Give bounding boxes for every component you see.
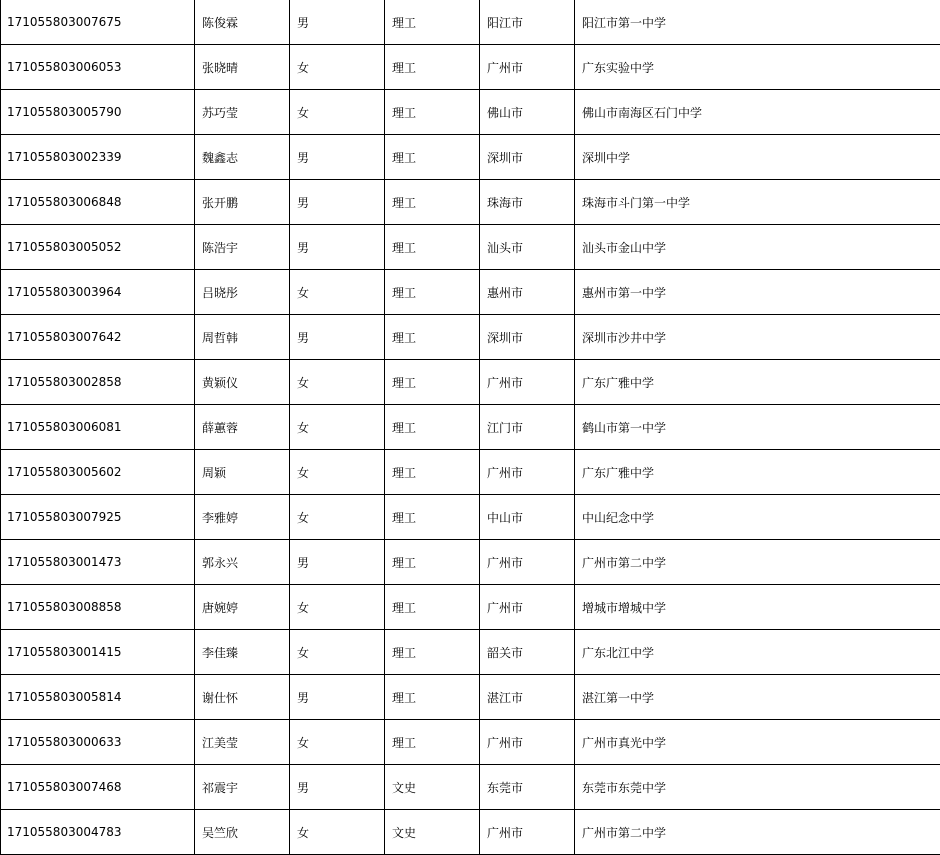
subject-track-cell: 理工: [385, 45, 480, 90]
school-cell: 广东广雅中学: [575, 450, 940, 495]
school-cell: 阳江市第一中学: [575, 0, 940, 45]
exam-number-cell: 171055803001415: [1, 630, 195, 675]
exam-number-cell: 171055803002858: [1, 360, 195, 405]
exam-number-cell: 171055803007675: [1, 0, 195, 45]
exam-number-cell: 171055803008858: [1, 585, 195, 630]
gender-cell: 男: [290, 180, 385, 225]
school-cell: 广州市真光中学: [575, 720, 940, 765]
table-row: [1, 225, 940, 270]
name-cell: 陈俊霖: [195, 0, 290, 45]
subject-track-cell: 理工: [385, 585, 480, 630]
table-row: [1, 675, 940, 720]
exam-number-cell: 171055803003964: [1, 270, 195, 315]
city-cell: 广州市: [480, 450, 575, 495]
table-row: [1, 135, 940, 180]
subject-track-cell: 理工: [385, 450, 480, 495]
gender-cell: 男: [290, 675, 385, 720]
school-cell: 佛山市南海区石门中学: [575, 90, 940, 135]
city-cell: 中山市: [480, 495, 575, 540]
name-cell: 李雅婷: [195, 495, 290, 540]
gender-cell: 女: [290, 720, 385, 765]
subject-track-cell: 理工: [385, 90, 480, 135]
name-cell: 陈浩宇: [195, 225, 290, 270]
school-cell: 汕头市金山中学: [575, 225, 940, 270]
school-cell: 广东北江中学: [575, 630, 940, 675]
gender-cell: 女: [290, 450, 385, 495]
city-cell: 佛山市: [480, 90, 575, 135]
school-cell: 增城市增城中学: [575, 585, 940, 630]
subject-track-cell: 文史: [385, 765, 480, 810]
name-cell: 吴竺欣: [195, 810, 290, 855]
city-cell: 广州市: [480, 810, 575, 855]
table-row: [1, 540, 940, 585]
table-row: [1, 270, 940, 315]
school-cell: 深圳市沙井中学: [575, 315, 940, 360]
name-cell: 张晓晴: [195, 45, 290, 90]
gender-cell: 男: [290, 765, 385, 810]
name-cell: 黄颖仪: [195, 360, 290, 405]
exam-number-cell: 171055803001473: [1, 540, 195, 585]
subject-track-cell: 理工: [385, 630, 480, 675]
name-cell: 薛蕙蓉: [195, 405, 290, 450]
exam-number-cell: 171055803005790: [1, 90, 195, 135]
subject-track-cell: 理工: [385, 675, 480, 720]
gender-cell: 女: [290, 810, 385, 855]
name-cell: 魏鑫志: [195, 135, 290, 180]
subject-track-cell: 理工: [385, 405, 480, 450]
school-cell: 广东实验中学: [575, 45, 940, 90]
table-row: [1, 45, 940, 90]
gender-cell: 女: [290, 45, 385, 90]
school-cell: 珠海市斗门第一中学: [575, 180, 940, 225]
city-cell: 广州市: [480, 540, 575, 585]
city-cell: 珠海市: [480, 180, 575, 225]
school-cell: 中山纪念中学: [575, 495, 940, 540]
name-cell: 江美莹: [195, 720, 290, 765]
subject-track-cell: 文史: [385, 810, 480, 855]
school-cell: 广州市第二中学: [575, 810, 940, 855]
table-row: [1, 720, 940, 765]
exam-number-cell: 171055803006848: [1, 180, 195, 225]
city-cell: 广州市: [480, 720, 575, 765]
subject-track-cell: 理工: [385, 315, 480, 360]
gender-cell: 女: [290, 405, 385, 450]
table-row: [1, 810, 940, 855]
exam-number-cell: 171055803006053: [1, 45, 195, 90]
table-row: [1, 0, 940, 45]
table-row: [1, 585, 940, 630]
subject-track-cell: 理工: [385, 135, 480, 180]
exam-number-cell: 171055803007468: [1, 765, 195, 810]
school-cell: 东莞市东莞中学: [575, 765, 940, 810]
student-roster-body: [1, 0, 940, 855]
subject-track-cell: 理工: [385, 495, 480, 540]
gender-cell: 女: [290, 270, 385, 315]
subject-track-cell: 理工: [385, 180, 480, 225]
name-cell: 谢仕怀: [195, 675, 290, 720]
table-row: [1, 450, 940, 495]
city-cell: 湛江市: [480, 675, 575, 720]
name-cell: 吕晓彤: [195, 270, 290, 315]
school-cell: 惠州市第一中学: [575, 270, 940, 315]
city-cell: 东莞市: [480, 765, 575, 810]
table-row: [1, 495, 940, 540]
name-cell: 苏巧莹: [195, 90, 290, 135]
city-cell: 江门市: [480, 405, 575, 450]
exam-number-cell: 171055803006081: [1, 405, 195, 450]
city-cell: 深圳市: [480, 315, 575, 360]
table-row: [1, 405, 940, 450]
name-cell: 张开鹏: [195, 180, 290, 225]
subject-track-cell: 理工: [385, 270, 480, 315]
subject-track-cell: 理工: [385, 540, 480, 585]
city-cell: 韶关市: [480, 630, 575, 675]
name-cell: 郭永兴: [195, 540, 290, 585]
exam-number-cell: 171055803005052: [1, 225, 195, 270]
subject-track-cell: 理工: [385, 360, 480, 405]
exam-number-cell: 171055803005814: [1, 675, 195, 720]
gender-cell: 男: [290, 0, 385, 45]
city-cell: 深圳市: [480, 135, 575, 180]
city-cell: 广州市: [480, 585, 575, 630]
gender-cell: 女: [290, 360, 385, 405]
table-row: [1, 90, 940, 135]
city-cell: 广州市: [480, 360, 575, 405]
gender-cell: 女: [290, 495, 385, 540]
gender-cell: 女: [290, 90, 385, 135]
exam-number-cell: 171055803007925: [1, 495, 195, 540]
name-cell: 唐婉婷: [195, 585, 290, 630]
table-row: [1, 360, 940, 405]
table-row: [1, 315, 940, 360]
name-cell: 周颖: [195, 450, 290, 495]
gender-cell: 男: [290, 540, 385, 585]
table-row: [1, 180, 940, 225]
school-cell: 深圳中学: [575, 135, 940, 180]
exam-number-cell: 171055803004783: [1, 810, 195, 855]
gender-cell: 男: [290, 135, 385, 180]
gender-cell: 女: [290, 585, 385, 630]
school-cell: 鹤山市第一中学: [575, 405, 940, 450]
exam-number-cell: 171055803002339: [1, 135, 195, 180]
subject-track-cell: 理工: [385, 720, 480, 765]
city-cell: 广州市: [480, 45, 575, 90]
city-cell: 阳江市: [480, 0, 575, 45]
gender-cell: 女: [290, 630, 385, 675]
city-cell: 惠州市: [480, 270, 575, 315]
subject-track-cell: 理工: [385, 225, 480, 270]
exam-number-cell: 171055803005602: [1, 450, 195, 495]
gender-cell: 男: [290, 225, 385, 270]
name-cell: 祁震宇: [195, 765, 290, 810]
gender-cell: 男: [290, 315, 385, 360]
table-row: [1, 765, 940, 810]
subject-track-cell: 理工: [385, 0, 480, 45]
school-cell: 湛江第一中学: [575, 675, 940, 720]
exam-number-cell: 171055803007642: [1, 315, 195, 360]
name-cell: 周哲韩: [195, 315, 290, 360]
table-row: [1, 630, 940, 675]
exam-number-cell: 171055803000633: [1, 720, 195, 765]
school-cell: 广州市第二中学: [575, 540, 940, 585]
school-cell: 广东广雅中学: [575, 360, 940, 405]
name-cell: 李佳臻: [195, 630, 290, 675]
city-cell: 汕头市: [480, 225, 575, 270]
